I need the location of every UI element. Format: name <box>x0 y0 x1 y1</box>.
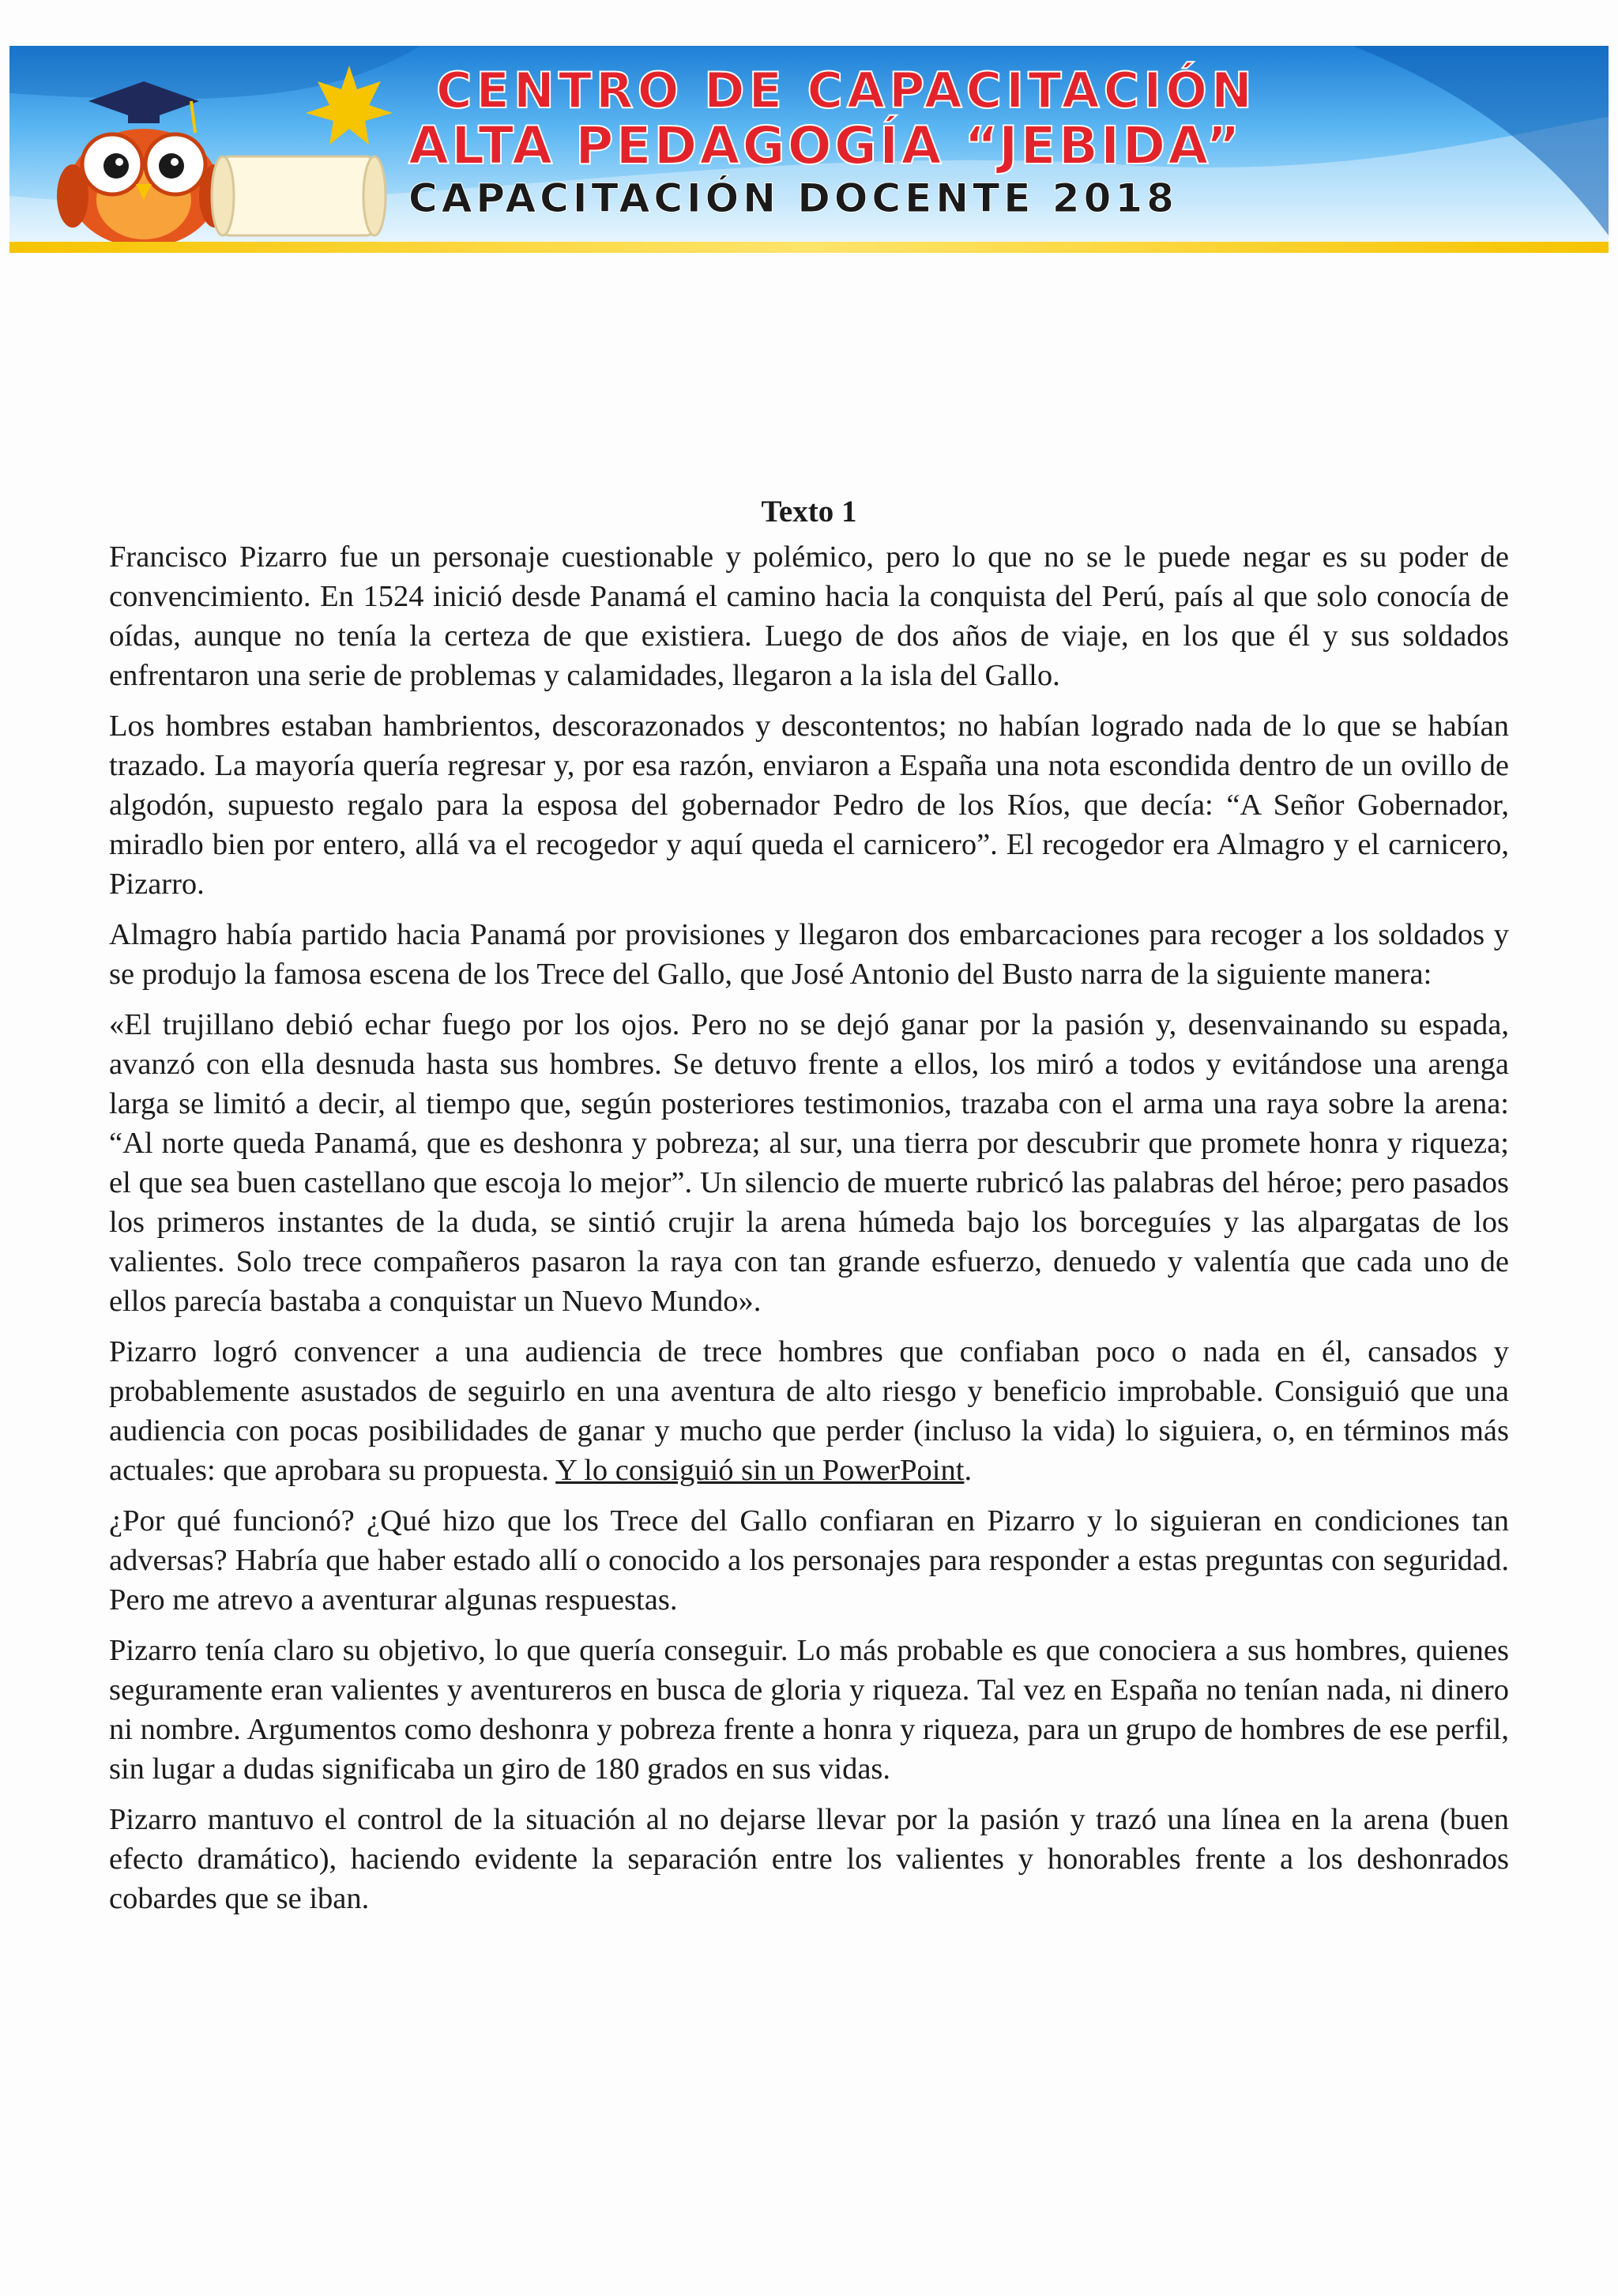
banner-title-line-2: ALTA PEDAGOGÍA “JEBIDA” <box>408 115 1243 176</box>
paragraph: «El trujillano debió echar fuego por los ojos. Pero no se dejó ganar por la pasión y, desenvainando su espada, avanzó con ella desnuda hasta sus hombres. Se detuvo frente a ellos, los miró a todos y evitándose una arenga larga se limitó a decir, al tiempo que, según posteriores testimonios, trazaba con el arma una raya sobre la arena: “Al norte queda Panamá, que es deshonra y pobreza; al sur, una tierra por descubrir que promete honra y riqueza; el que sea buen castellano que escoja lo mejor”. Un silencio de muerte rubricó las palabras del héroe; pero pasados los primeros instantes de la duda, se sintió crujir la arena húmeda bajo los borceguíes y las alpargatas de los valientes. Solo trece compañeros pasaron la raya con tan grande esfuerzo, denuedo y valentía que cada uno de ellos parecía bastaba a conquistar un Nuevo Mundo». <box>109 1008 1509 1318</box>
header-banner <box>9 46 1609 253</box>
underlined-sentence: Y lo consiguió sin un PowerPoint <box>555 1454 965 1487</box>
banner-bottom-stripe <box>9 242 1609 253</box>
diploma-scroll-icon <box>207 141 397 251</box>
paragraph: Almagro había partido hacia Panamá por provisiones y llegaron dos embarcaciones para recoger a los soldados y se produjo la famosa escena de los Trece del Gallo, que José Antonio del Busto narra de la siguiente manera: <box>109 918 1509 991</box>
paragraph: Pizarro tenía claro su objetivo, lo que quería conseguir. Lo más probable es que conociera a sus hombres, quienes seguramente eran valientes y aventureros en busca de gloria y riqueza. Tal vez en España no tenían nada, ni dinero ni nombre. Argumentos como deshonra y pobreza frente a honra y riqueza, para un grupo de hombres de ese perfil, sin lugar a dudas significaba un giro de 180 grados en sus vidas. <box>109 1634 1509 1786</box>
paragraph: Pizarro mantuvo el control de la situación al no dejarse llevar por la pasión y trazó una línea en la arena (buen efecto dramático), haciendo evidente la separación entre los valientes y honorables frente a los deshonrados cobardes que se iban. <box>109 1803 1509 1915</box>
document-title: Texto 1 <box>761 495 857 529</box>
maple-leaf-icon <box>302 62 397 149</box>
paragraph: Francisco Pizarro fue un personaje cuestionable y polémico, pero lo que no se le puede negar es su poder de convencimiento. En 1524 inició desde Panamá el camino hacia la conquista del Perú, país al que solo conocía de oídas, aunque no tenía la certeza de que existiera. Luego de dos años de viaje, en los que él y sus soldados enfrentaron una serie de problemas y calamidades, llegaron a la isla del Gallo. <box>109 540 1509 692</box>
paragraph: Pizarro logró convencer a una audiencia de trece hombres que confiaban poco o nada en él, cansados y probablemente asustados de seguirlo en una aventura de alto riesgo y beneficio improbable. Consiguió que una audiencia con pocas posibilidades de ganar y mucho que perder (incluso la vida) lo siguiera, o, en términos más actuales: que aprobara su propuesta. Y lo consiguió sin un PowerPoint. <box>109 1335 1509 1487</box>
paragraph: ¿Por qué funcionó? ¿Qué hizo que los Trece del Gallo confiaran en Pizarro y lo siguieran en condiciones tan adversas? Habría que haber estado allí o conocido a los personajes para responder a estas preguntas con seguridad. Pero me atrevo a aventurar algunas respuestas. <box>109 1504 1509 1617</box>
banner-title-line-3: CAPACITACIÓN DOCENTE 2018 <box>408 175 1178 221</box>
document-body <box>109 537 1509 1929</box>
paragraph: Los hombres estaban hambrientos, descorazonados y descontentos; no habían logrado nada de lo que se habían trazado. La mayoría quería regresar y, por esa razón, enviaron a España una nota escondida dentro de un ovillo de algodón, supuesto regalo para la esposa del gobernador Pedro de los Ríos, que decía: “A Señor Gobernador, miradlo bien por entero, allá va el recogedor y aquí queda el carnicero”. El recogedor era Almagro y el carnicero, Pizarro. <box>109 710 1509 901</box>
paragraph-text: Pizarro logró convencer a una audiencia de trece hombres que confiaban poco o nada en él, cansados y probablemente asustados de seguirlo en una aventura de alto riesgo y beneficio improbable. Consiguió que una audiencia con pocas posibilidades de ganar y mucho que perder (incluso la vida) lo siguiera, o, en términos más actuales: que aprobara su propuesta. <box>109 1335 1509 1487</box>
banner-title-line-1: CENTRO DE CAPACITACIÓN <box>436 62 1256 119</box>
